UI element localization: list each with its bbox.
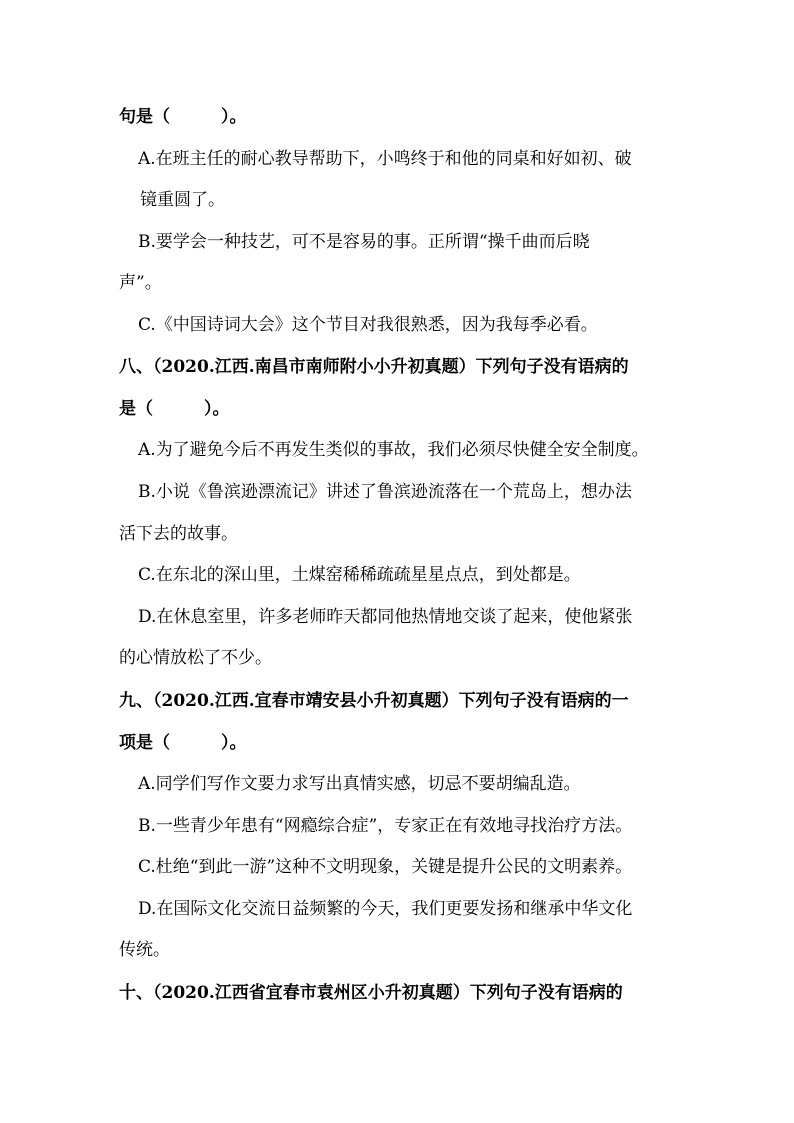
option-7a-continued: 镜重圆了。: [140, 190, 225, 210]
option-8b: B.小说《鲁滨逊漂流记》讲述了鲁滨逊流落在一个荒岛上，想办法: [138, 482, 632, 502]
option-9d-continued: 传统。: [119, 940, 170, 960]
option-8b-continued: 活下去的故事。: [119, 524, 238, 544]
option-7a: A.在班主任的耐心教导帮助下，小鸣终于和他的同桌和好如初、破: [138, 149, 632, 169]
option-9b: B.一些青少年患有“网瘾综合症”，专家正在有效地寻找治疗方法。: [138, 816, 633, 836]
question-9-stem-continued: 项是（ ）。: [119, 733, 247, 753]
question-8-stem: 八、（2020.江西.南昌市南师附小小升初真题）下列句子没有语病的: [119, 357, 629, 377]
option-8d-continued: 的心情放松了不少。: [119, 648, 272, 668]
option-8d: D.在休息室里，许多老师昨天都同他热情地交谈了起来，使他紧张: [138, 607, 633, 627]
option-7b: B.要学会一种技艺，可不是容易的事。正所谓“操千曲而后晓: [138, 232, 590, 252]
question-8-stem-continued: 是（ ）。: [119, 399, 230, 419]
question-7-stem-end: 句是（ ）。: [119, 107, 247, 127]
option-9a: A.同学们写作文要力求写出真情实感，切忌不要胡编乱造。: [138, 774, 581, 794]
option-8c: C.在东北的深山里，土煤窑稀稀疏疏星星点点，到处都是。: [138, 565, 581, 585]
option-9c: C.杜绝“到此一游”这种不文明现象，关键是提升公民的文明素养。: [138, 857, 633, 877]
option-7b-continued: 声”。: [119, 273, 162, 293]
option-8a: A.为了避免今后不再发生类似的事故，我们必须尽快健全安全制度。: [138, 440, 649, 460]
option-7c: C.《中国诗词大会》这个节目对我很熟悉，因为我每季必看。: [138, 315, 598, 335]
option-9d: D.在国际文化交流日益频繁的今天，我们更要发扬和继承中华文化: [138, 899, 633, 919]
question-9-stem: 九、（2020.江西.宜春市靖安县小升初真题）下列句子没有语病的一: [119, 691, 629, 711]
question-10-stem: 十、（2020.江西省宜春市袁州区小升初真题）下列句子没有语病的: [119, 983, 623, 1003]
